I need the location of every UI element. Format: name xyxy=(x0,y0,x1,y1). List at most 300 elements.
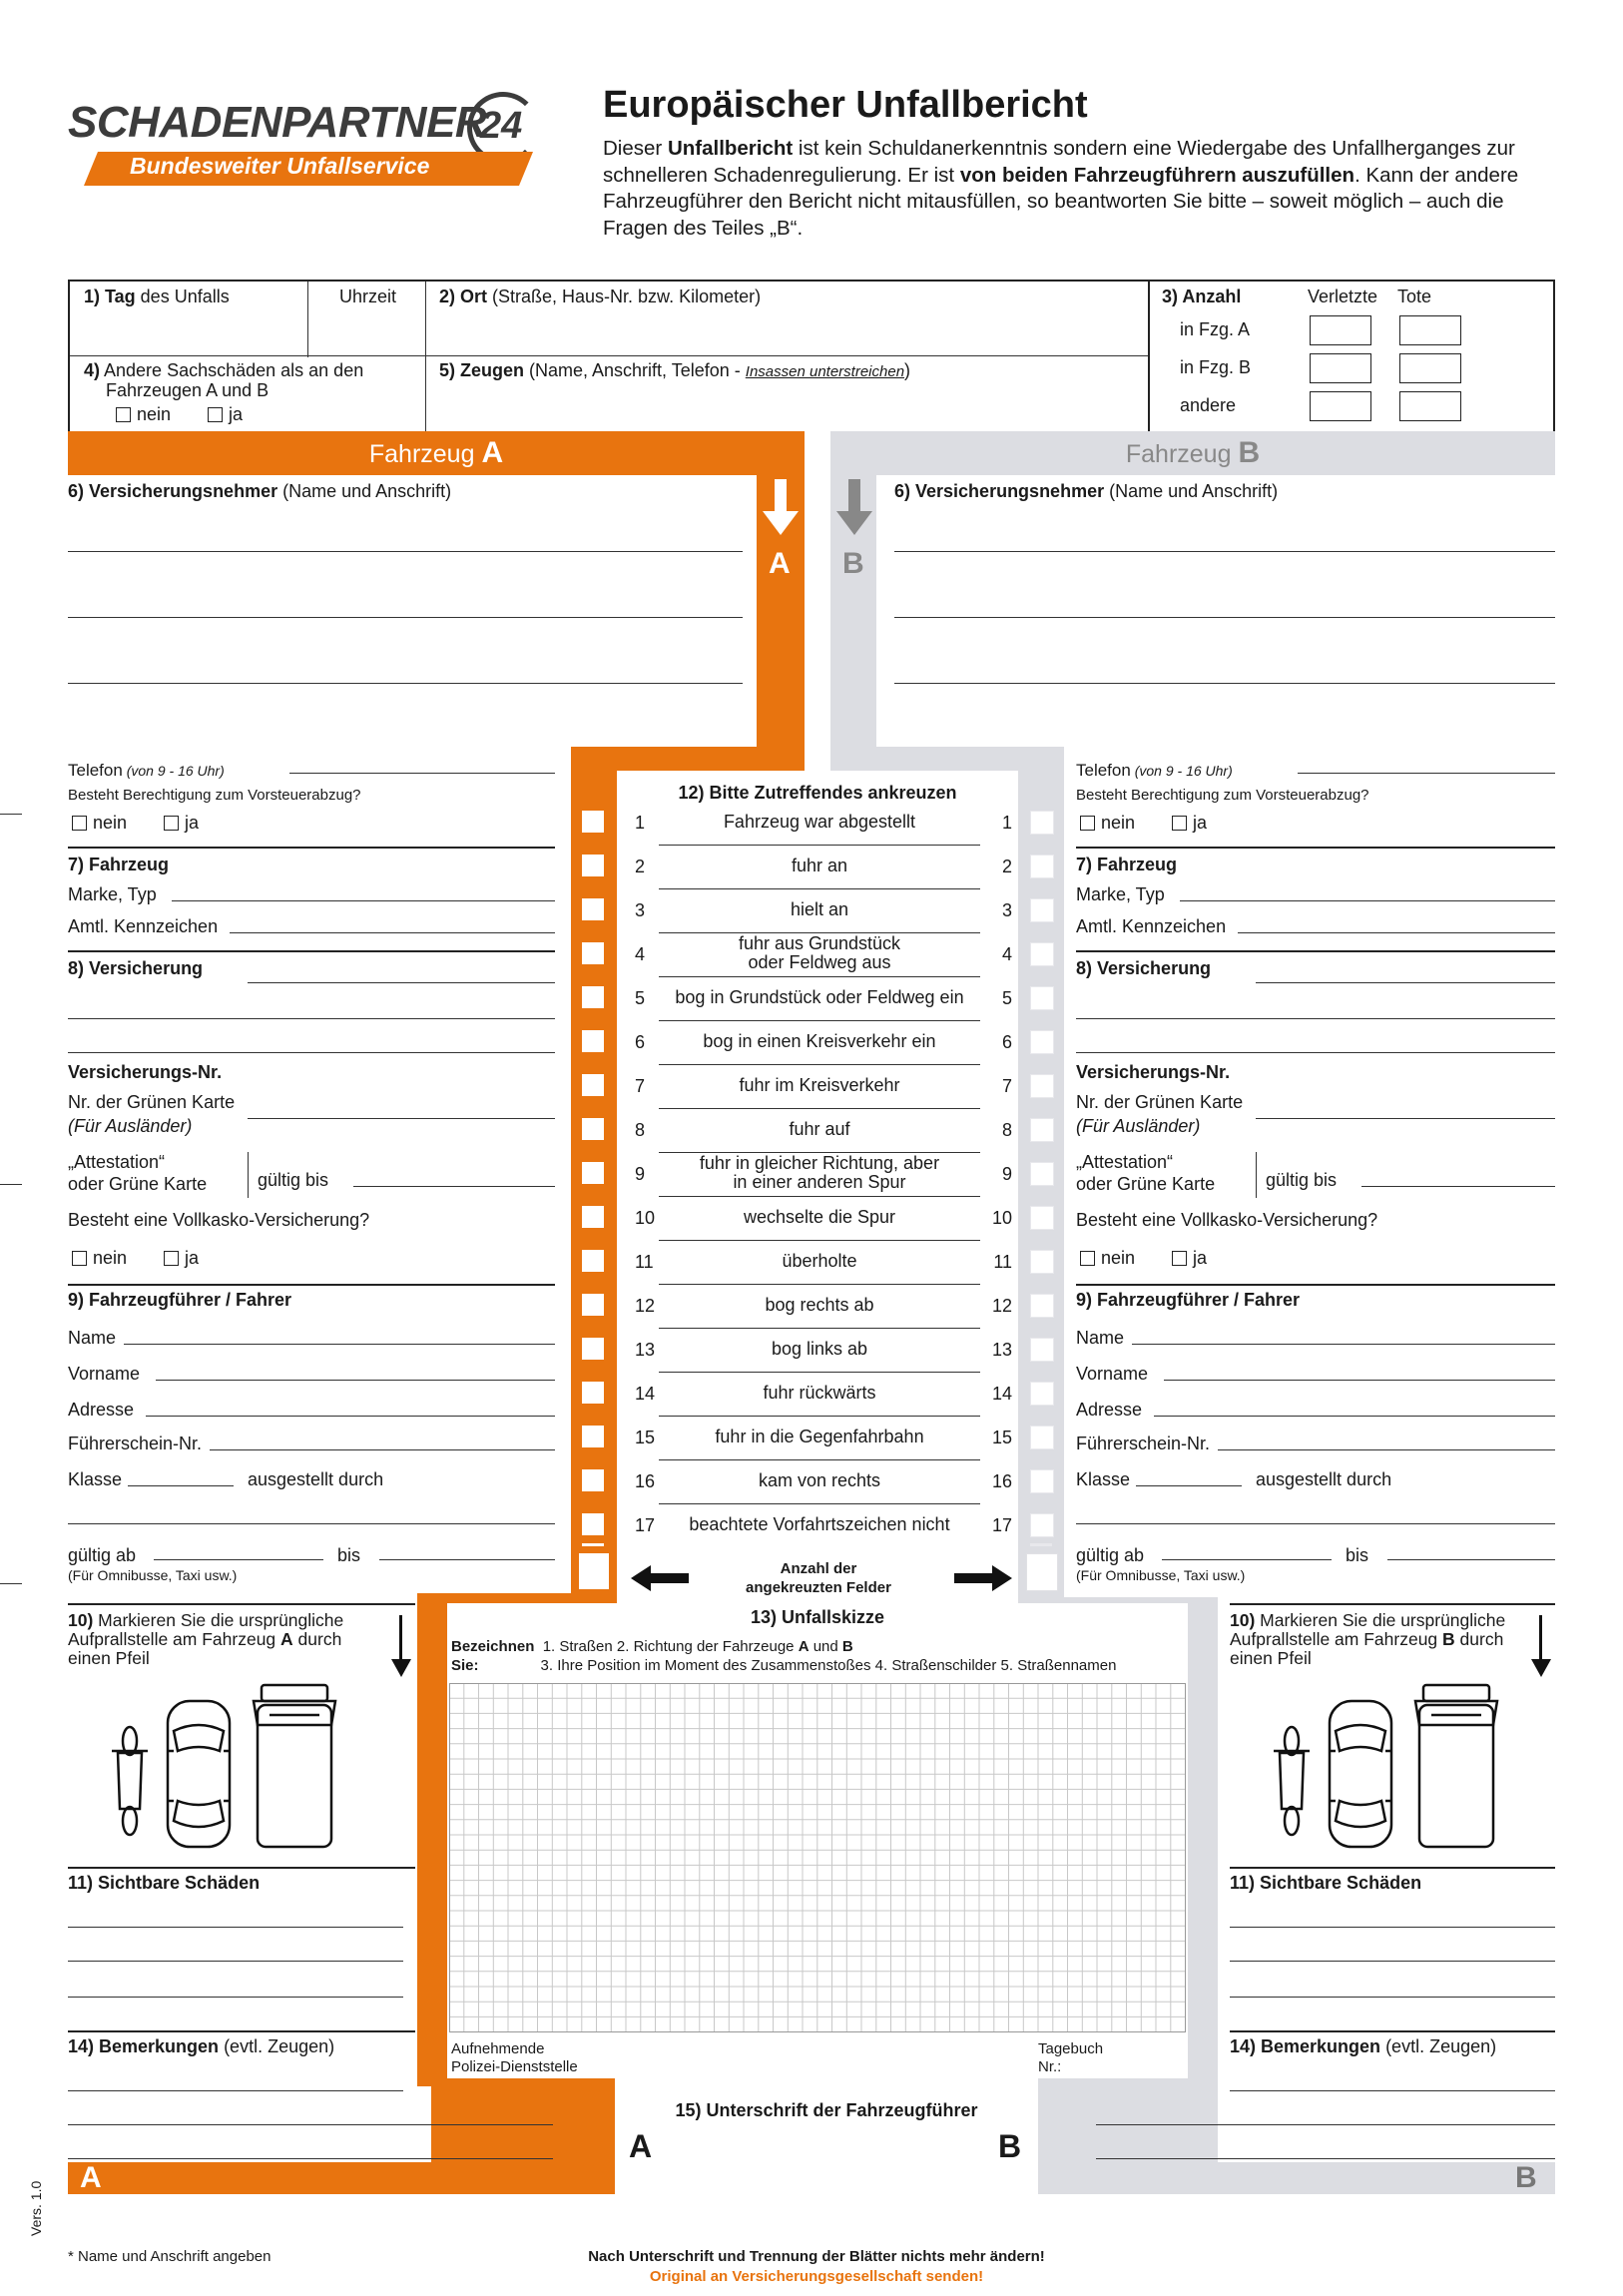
row-divider xyxy=(659,1284,980,1285)
a-damage-line[interactable] xyxy=(68,1997,403,1998)
checkbox-a-15[interactable] xyxy=(582,1426,604,1447)
a-insurer-input[interactable] xyxy=(248,982,555,983)
row-number-a: 4 xyxy=(635,944,646,964)
b-vat-ja[interactable]: ja xyxy=(1172,813,1207,834)
b-green-card-label: Nr. der Grünen Karte xyxy=(1076,1092,1244,1112)
checkbox-b-16[interactable] xyxy=(1030,1469,1054,1493)
dead-other-input[interactable] xyxy=(1399,391,1461,421)
b-class-input[interactable] xyxy=(1136,1485,1242,1486)
arrow-down-b-icon xyxy=(834,479,874,539)
injured-a-input[interactable] xyxy=(1310,315,1371,345)
field-4-ja[interactable]: ja xyxy=(208,404,243,425)
b-remark-line[interactable] xyxy=(1096,2124,1555,2125)
row-divider xyxy=(659,1108,980,1109)
checkbox-b-14[interactable] xyxy=(1030,1382,1054,1406)
a-insurer-line[interactable] xyxy=(68,1052,555,1053)
a-remark-line[interactable] xyxy=(68,2090,403,2091)
circumstances-title: 12) Bitte Zutreffendes ankreuzen xyxy=(678,783,957,803)
label-verletzte: Verletzte xyxy=(1308,287,1378,306)
row-number-b: 3 xyxy=(1001,900,1012,920)
a-insurer-line[interactable] xyxy=(68,1018,555,1019)
fold-mark xyxy=(0,814,22,815)
logo-number: 24 xyxy=(480,105,523,147)
field-4-label: 4) Andere Sachschäden als an den xyxy=(84,360,364,380)
footer-letter-a: A xyxy=(80,2161,102,2194)
a-issued-label: ausgestellt durch xyxy=(248,1469,384,1489)
b-attest-label: „Attestation“ xyxy=(1076,1152,1174,1172)
checkbox[interactable] xyxy=(1080,816,1095,831)
a-valid-from-label: gültig ab xyxy=(68,1545,137,1565)
row-number-a: 17 xyxy=(635,1515,656,1535)
b-rule xyxy=(1230,1603,1555,1605)
checkbox[interactable] xyxy=(164,816,179,831)
checkbox-b-11[interactable] xyxy=(1030,1250,1054,1274)
arrow-down-icon xyxy=(389,1615,413,1679)
row-number-a: 10 xyxy=(635,1208,656,1228)
circumstance-13: bog links ab xyxy=(771,1339,868,1359)
b-holder-line[interactable] xyxy=(894,551,1555,552)
b-insurer-line[interactable] xyxy=(1076,1018,1555,1019)
b-insurer-line[interactable] xyxy=(1076,1052,1555,1053)
checkbox-b-15[interactable] xyxy=(1030,1426,1054,1449)
a-class-input[interactable] xyxy=(128,1485,234,1486)
footer-center-line2: Original an Versicherungsgesellschaft senden! xyxy=(649,2268,984,2285)
row-number-a: 1 xyxy=(635,813,646,833)
a-green-card-input[interactable] xyxy=(248,1118,555,1119)
divider xyxy=(1148,282,1150,431)
circumstance-8: fuhr auf xyxy=(789,1119,850,1139)
b-remark-line[interactable] xyxy=(1230,2090,1555,2091)
row-number-b: 9 xyxy=(1001,1164,1012,1184)
row-number-b: 2 xyxy=(1001,857,1012,876)
checkbox-a-6[interactable] xyxy=(582,1030,604,1052)
b-rule xyxy=(1230,2030,1555,2032)
circumstance-9: fuhr in gleicher Richtung, aber in einer anderen Spur xyxy=(699,1153,940,1192)
b-make-label: Marke, Typ xyxy=(1076,884,1165,904)
row-number-a: 14 xyxy=(635,1384,656,1404)
a-class-label: Klasse xyxy=(68,1469,123,1489)
field-time-label: Uhrzeit xyxy=(339,287,397,306)
divider xyxy=(425,282,426,431)
b-attest-label-2: oder Grüne Karte xyxy=(1076,1174,1216,1194)
a-phone-label: Telefon (von 9 - 16 Uhr) xyxy=(68,761,225,780)
row-number-b: 16 xyxy=(992,1471,1013,1491)
a-plate-input[interactable] xyxy=(230,932,555,933)
b-address-label: Adresse xyxy=(1076,1400,1143,1420)
row-number-a: 16 xyxy=(635,1471,656,1491)
field-3-label: 3) Anzahl xyxy=(1162,287,1242,306)
company-logo xyxy=(68,92,567,202)
b-valid-until-input[interactable] xyxy=(1361,1186,1555,1187)
b-s10-label: 10) Markieren Sie die ursprüngliche Aufprallstelle am Fahrzeug B durch einen Pfeil xyxy=(1230,1610,1506,1668)
checkbox-a-12[interactable] xyxy=(582,1294,604,1316)
sketch-title: 13) Unfallskizze xyxy=(750,1607,885,1627)
checkbox-a-5[interactable] xyxy=(582,986,604,1008)
tagebuch-label: Tagebuch Nr.: xyxy=(1038,2040,1104,2075)
arrow-right-icon xyxy=(952,1563,1012,1593)
b-vat-question: Besteht Berechtigung zum Vorsteuerabzug? xyxy=(1076,787,1369,804)
b-vat-nein[interactable]: nein xyxy=(1080,813,1135,834)
fold-mark xyxy=(0,1184,22,1185)
checkbox-a-1[interactable] xyxy=(582,811,604,833)
checkbox[interactable] xyxy=(72,816,87,831)
b-rule xyxy=(1076,950,1555,952)
a-comprehensive-question: Besteht eine Vollkasko-Versicherung? xyxy=(68,1210,370,1230)
a-license-input[interactable] xyxy=(210,1449,555,1450)
arrow-down-a-icon xyxy=(761,479,801,539)
b-s14-label: 14) Bemerkungen (evtl. Zeugen) xyxy=(1230,2036,1497,2056)
row-number-b: 14 xyxy=(992,1384,1013,1404)
b-firstname-label: Vorname xyxy=(1076,1364,1149,1384)
b-firstname-input[interactable] xyxy=(1164,1380,1555,1381)
b-valid-until-label: gültig bis xyxy=(1266,1170,1338,1190)
b-green-card-input[interactable] xyxy=(1256,1118,1555,1119)
a-firstname-label: Vorname xyxy=(68,1364,141,1384)
row-divider xyxy=(659,888,980,889)
a-address-input[interactable] xyxy=(146,1416,555,1417)
circumstance-5: bog in Grundstück oder Feldweg ein xyxy=(675,987,964,1007)
a-remark-line[interactable] xyxy=(68,2124,553,2125)
circumstance-4: fuhr aus Grundstück oder Feldweg aus xyxy=(738,933,901,972)
label-fzg-a: in Fzg. A xyxy=(1180,319,1251,339)
a-comp-nein[interactable]: nein xyxy=(72,1248,127,1269)
sketch-instructions: Bezeichnen 1. Straßen 2. Richtung der Fahrzeuge A und B Sie: 3. Ihre Position im Moment des Zusammenstoßes 4. Straßenschilder 5. Straßennamen xyxy=(451,1638,1117,1674)
row-number-b: 13 xyxy=(992,1340,1013,1360)
checkbox[interactable] xyxy=(72,1251,87,1266)
b-s11-label: 11) Sichtbare Schäden xyxy=(1230,1873,1422,1893)
row-number-a: 8 xyxy=(635,1120,646,1140)
a-holder-line[interactable] xyxy=(68,683,743,684)
a-valid-to-input[interactable] xyxy=(379,1559,555,1560)
signature-a-letter: A xyxy=(629,2128,653,2164)
row-number-a: 3 xyxy=(635,900,646,920)
a-remark-line[interactable] xyxy=(68,2158,553,2159)
a-make-input[interactable] xyxy=(172,900,555,901)
row-divider xyxy=(659,1503,980,1504)
checkbox-a-11[interactable] xyxy=(582,1250,604,1272)
checkbox-a-4[interactable] xyxy=(582,942,604,964)
a-green-card-label: Nr. der Grünen Karte xyxy=(68,1092,236,1112)
b-rule xyxy=(1076,1284,1555,1286)
b-holder-line[interactable] xyxy=(894,683,1555,684)
row-number-b: 4 xyxy=(1001,944,1012,964)
row-number-b: 7 xyxy=(1001,1076,1012,1096)
a-phone-input[interactable] xyxy=(289,773,555,774)
circumstance-1: Fahrzeug war abgestellt xyxy=(723,812,916,832)
b-name-label: Name xyxy=(1076,1328,1125,1348)
checkbox-a-3[interactable] xyxy=(582,898,604,920)
a-attest-label: „Attestation“ xyxy=(68,1152,166,1172)
row-divider xyxy=(659,1020,980,1021)
a-holder-line[interactable] xyxy=(68,617,743,618)
checkbox-a-7[interactable] xyxy=(582,1074,604,1096)
circumstance-3: hielt an xyxy=(790,899,849,919)
row-divider xyxy=(659,1064,980,1065)
b-insurer-input[interactable] xyxy=(1256,982,1555,983)
row-number-b: 17 xyxy=(992,1515,1013,1535)
checkbox-a-8[interactable] xyxy=(582,1118,604,1140)
a-damage-line[interactable] xyxy=(68,1961,403,1962)
circumstance-15: fuhr in die Gegenfahrbahn xyxy=(715,1427,924,1446)
field-2-label: 2) Ort (Straße, Haus-Nr. bzw. Kilometer) xyxy=(439,287,762,306)
dead-a-input[interactable] xyxy=(1399,315,1461,345)
row-number-a: 11 xyxy=(635,1252,654,1272)
a-rule xyxy=(68,1603,415,1605)
b-comp-ja[interactable]: ja xyxy=(1172,1248,1207,1269)
b-comprehensive-question: Besteht eine Vollkasko-Versicherung? xyxy=(1076,1210,1378,1230)
a-name-input[interactable] xyxy=(124,1344,555,1345)
a-valid-until-input[interactable] xyxy=(353,1186,555,1187)
a-rule xyxy=(68,1284,555,1286)
checkbox-b-9[interactable] xyxy=(1030,1162,1054,1186)
a-license-label: Führerschein-Nr. xyxy=(68,1434,203,1453)
row-divider xyxy=(659,1372,980,1373)
a-holder-line[interactable] xyxy=(68,551,743,552)
logo-brand: SCHADENPARTNER xyxy=(68,98,487,147)
a-comp-ja[interactable]: ja xyxy=(164,1248,199,1269)
a-rule xyxy=(68,950,555,952)
checkbox-a-10[interactable] xyxy=(582,1206,604,1228)
row-number-a: 13 xyxy=(635,1340,656,1360)
checkbox-a-14[interactable] xyxy=(582,1382,604,1404)
b-policy-label: Versicherungs-Nr. xyxy=(1076,1062,1231,1082)
a-policy-label: Versicherungs-Nr. xyxy=(68,1062,223,1082)
row-number-a: 7 xyxy=(635,1076,646,1096)
checkbox-b-8[interactable] xyxy=(1030,1118,1054,1142)
checkbox-b-2[interactable] xyxy=(1030,855,1054,878)
count-label: Anzahl der angekreuzten Felder xyxy=(746,1560,891,1596)
a-name-label: Name xyxy=(68,1328,117,1348)
b-plate-input[interactable] xyxy=(1238,932,1555,933)
divider xyxy=(1256,1152,1257,1198)
a-attest-label-2: oder Grüne Karte xyxy=(68,1174,208,1194)
b-address-input[interactable] xyxy=(1154,1416,1555,1417)
tick xyxy=(1030,1543,1052,1546)
field-4-nein[interactable]: nein xyxy=(116,404,171,425)
a-plate-label: Amtl. Kennzeichen xyxy=(68,916,219,936)
circumstance-14: fuhr rückwärts xyxy=(763,1383,876,1403)
page-title: Europäischer Unfallbericht xyxy=(603,84,1088,126)
b-s8-label: 8) Versicherung xyxy=(1076,958,1212,978)
circumstance-10: wechselte die Spur xyxy=(743,1207,896,1227)
row-divider xyxy=(659,1459,980,1460)
row-number-a: 6 xyxy=(635,1032,646,1052)
checkbox-b-5[interactable] xyxy=(1030,986,1054,1010)
row-number-a: 2 xyxy=(635,857,646,876)
checkbox-a-2[interactable] xyxy=(582,855,604,876)
circumstance-11: überholte xyxy=(782,1251,857,1271)
a-s11-label: 11) Sichtbare Schäden xyxy=(68,1873,261,1893)
a-bus-label: (Für Omnibusse, Taxi usw.) xyxy=(68,1567,238,1583)
b-vehicle-diagram[interactable] xyxy=(1270,1681,1529,1851)
checkbox-b-7[interactable] xyxy=(1030,1074,1054,1098)
checkbox-b-12[interactable] xyxy=(1030,1294,1054,1318)
row-divider xyxy=(659,1416,980,1417)
b-issued-label: ausgestellt durch xyxy=(1256,1469,1392,1489)
row-divider xyxy=(659,845,980,846)
b-license-input[interactable] xyxy=(1218,1449,1555,1450)
b-s6-label: 6) Versicherungsnehmer (Name und Anschrift) xyxy=(894,481,1279,501)
lane-letter-b: B xyxy=(842,547,864,580)
circumstance-12: bog rechts ab xyxy=(765,1295,874,1315)
arrow-left-icon xyxy=(631,1563,691,1593)
a-valid-to-label: bis xyxy=(337,1545,361,1565)
lane-letter-a: A xyxy=(769,547,791,580)
b-valid-from-input[interactable] xyxy=(1162,1559,1332,1560)
a-address-label: Adresse xyxy=(68,1400,135,1420)
checkbox[interactable] xyxy=(1172,816,1187,831)
b-foreigner-label: (Für Ausländer) xyxy=(1076,1116,1201,1136)
b-license-label: Führerschein-Nr. xyxy=(1076,1434,1211,1453)
logo-tagline: Bundesweiter Unfallservice xyxy=(130,153,430,179)
b-damage-line[interactable] xyxy=(1230,1961,1555,1962)
checkbox-b-6[interactable] xyxy=(1030,1030,1054,1054)
label-andere: andere xyxy=(1180,395,1237,415)
field-5-label: 5) Zeugen (Name, Anschrift, Telefon - Insassen unterstreichen) xyxy=(439,360,911,380)
checkbox-b-1[interactable] xyxy=(1030,811,1054,835)
a-valid-from-input[interactable] xyxy=(154,1559,323,1560)
b-name-input[interactable] xyxy=(1132,1344,1555,1345)
a-damage-line[interactable] xyxy=(68,1927,403,1928)
b-damage-line[interactable] xyxy=(1230,1997,1555,1998)
a-rule xyxy=(68,1867,415,1869)
footer-note: * Name und Anschrift angeben xyxy=(68,2248,271,2265)
a-s9-label: 9) Fahrzeugführer / Fahrer xyxy=(68,1290,292,1310)
b-valid-to-label: bis xyxy=(1346,1545,1369,1565)
signature-a-field[interactable] xyxy=(649,2132,799,2188)
circumstance-17: beachtete Vorfahrtszeichen nicht xyxy=(689,1514,950,1534)
dead-b-input[interactable] xyxy=(1399,353,1461,383)
a-s6-label: 6) Versicherungsnehmer (Name und Anschrift) xyxy=(68,481,452,501)
row-number-a: 9 xyxy=(635,1164,646,1184)
row-number-b: 15 xyxy=(992,1428,1013,1447)
a-s14-label: 14) Bemerkungen (evtl. Zeugen) xyxy=(68,2036,335,2056)
b-s7-label: 7) Fahrzeug xyxy=(1076,855,1178,874)
injured-b-input[interactable] xyxy=(1310,353,1371,383)
field-4-label-2: Fahrzeugen A und B xyxy=(106,380,270,400)
intro-text: Dieser Unfallbericht ist kein Schuldanerkenntnis sondern eine Wiedergabe des Unfallherganges zur schnelleren Schadenregulierung. Er ist von beiden Fahrzeugführern auszufüllen. Kann der andere Fahrzeugführer den Bericht nicht mitausfüllen, so beantworten Sie bitte – soweit möglich – auch die Fragen des Teiles „B“. xyxy=(603,137,1519,240)
circumstance-2: fuhr an xyxy=(791,856,848,875)
checkbox-b-10[interactable] xyxy=(1030,1206,1054,1230)
b-plate-label: Amtl. Kennzeichen xyxy=(1076,916,1227,936)
tick xyxy=(582,1543,604,1546)
row-number-a: 5 xyxy=(635,988,646,1008)
row-number-a: 12 xyxy=(635,1296,656,1316)
circumstance-16: kam von rechts xyxy=(758,1470,881,1490)
vehicle-a-header: Fahrzeug A xyxy=(368,436,504,469)
checkbox-b-17[interactable] xyxy=(1030,1513,1054,1537)
row-divider xyxy=(659,1328,980,1329)
b-valid-from-label: gültig ab xyxy=(1076,1545,1145,1565)
label-tote: Tote xyxy=(1397,287,1432,306)
injured-other-input[interactable] xyxy=(1310,391,1371,421)
checkbox-b-13[interactable] xyxy=(1030,1338,1054,1362)
footer-center-line1: Nach Unterschrift und Trennung der Blätter nichts mehr ändern! xyxy=(588,2248,1045,2265)
a-firstname-input[interactable] xyxy=(156,1380,555,1381)
checkbox-a-17[interactable] xyxy=(582,1513,604,1535)
police-label: Aufnehmende Polizei-Dienststelle xyxy=(451,2040,578,2075)
signature-b-field[interactable] xyxy=(858,2132,988,2188)
a-s10-label: 10) Markieren Sie die ursprüngliche Aufprallstelle am Fahrzeug A durch einen Pfeil xyxy=(68,1610,344,1668)
divider xyxy=(307,282,308,357)
row-number-a: 15 xyxy=(635,1428,656,1447)
divider xyxy=(248,1152,249,1198)
b-valid-to-input[interactable] xyxy=(1387,1559,1555,1560)
checkbox-a-16[interactable] xyxy=(582,1469,604,1491)
count-box-a[interactable] xyxy=(579,1553,609,1589)
row-divider xyxy=(659,1240,980,1241)
a-rule xyxy=(68,847,555,849)
row-divider xyxy=(659,976,980,977)
b-bus-label: (Für Omnibusse, Taxi usw.) xyxy=(1076,1567,1246,1583)
version-label: Vers. 1.0 xyxy=(28,2180,44,2236)
a-make-label: Marke, Typ xyxy=(68,884,157,904)
checkbox[interactable] xyxy=(1080,1251,1095,1266)
a-s8-label: 8) Versicherung xyxy=(68,958,204,978)
footer-letter-b: B xyxy=(1515,2161,1537,2194)
row-divider xyxy=(659,1196,980,1197)
signature-b-letter: B xyxy=(998,2128,1022,2164)
b-class-label: Klasse xyxy=(1076,1469,1131,1489)
circumstance-6: bog in einen Kreisverkehr ein xyxy=(703,1031,936,1051)
row-number-b: 8 xyxy=(1001,1120,1012,1140)
b-phone-label: Telefon (von 9 - 16 Uhr) xyxy=(1076,761,1233,780)
a-vat-nein[interactable]: nein xyxy=(72,813,127,834)
checkbox[interactable] xyxy=(164,1251,179,1266)
row-number-b: 1 xyxy=(1001,813,1012,833)
fold-mark xyxy=(0,1583,22,1584)
b-rule xyxy=(1230,1867,1555,1869)
a-s7-label: 7) Fahrzeug xyxy=(68,855,170,874)
sketch-grid[interactable] xyxy=(449,1683,1186,2032)
b-rule xyxy=(1076,847,1555,849)
count-box-b[interactable] xyxy=(1026,1553,1058,1591)
vehicle-b-header: Fahrzeug B xyxy=(1125,436,1261,469)
row-number-b: 10 xyxy=(992,1208,1013,1228)
a-vat-question: Besteht Berechtigung zum Vorsteuerabzug? xyxy=(68,787,361,804)
checkbox-a-9[interactable] xyxy=(582,1162,604,1184)
b-make-input[interactable] xyxy=(1180,900,1555,901)
row-number-b: 11 xyxy=(993,1252,1012,1272)
b-comp-nein[interactable]: nein xyxy=(1080,1248,1135,1269)
label-fzg-b: in Fzg. B xyxy=(1180,357,1252,377)
divider xyxy=(70,355,1148,356)
checkbox-b-3[interactable] xyxy=(1030,898,1054,922)
b-issued-input[interactable] xyxy=(1076,1523,1555,1524)
checkbox-b-4[interactable] xyxy=(1030,942,1054,966)
checkbox-a-13[interactable] xyxy=(582,1338,604,1360)
a-issued-input[interactable] xyxy=(68,1523,555,1524)
b-phone-input[interactable] xyxy=(1298,773,1555,774)
a-rule xyxy=(68,2030,415,2032)
b-holder-line[interactable] xyxy=(894,617,1555,618)
a-vat-ja[interactable]: ja xyxy=(164,813,199,834)
row-number-b: 5 xyxy=(1001,988,1012,1008)
row-number-b: 6 xyxy=(1001,1032,1012,1052)
b-remark-line[interactable] xyxy=(1096,2158,1555,2159)
b-damage-line[interactable] xyxy=(1230,1927,1555,1928)
arrow-down-icon xyxy=(1529,1615,1553,1679)
signature-title: 15) Unterschrift der Fahrzeugführer xyxy=(675,2100,978,2120)
circumstance-7: fuhr im Kreisverkehr xyxy=(739,1075,900,1095)
a-vehicle-diagram[interactable] xyxy=(108,1681,367,1851)
checkbox[interactable] xyxy=(1172,1251,1187,1266)
a-foreigner-label: (Für Ausländer) xyxy=(68,1116,193,1136)
b-s9-label: 9) Fahrzeugführer / Fahrer xyxy=(1076,1290,1301,1310)
a-valid-until-label: gültig bis xyxy=(258,1170,329,1190)
row-number-b: 12 xyxy=(992,1296,1013,1316)
field-1-label: 1) Tag des Unfalls xyxy=(84,287,230,306)
